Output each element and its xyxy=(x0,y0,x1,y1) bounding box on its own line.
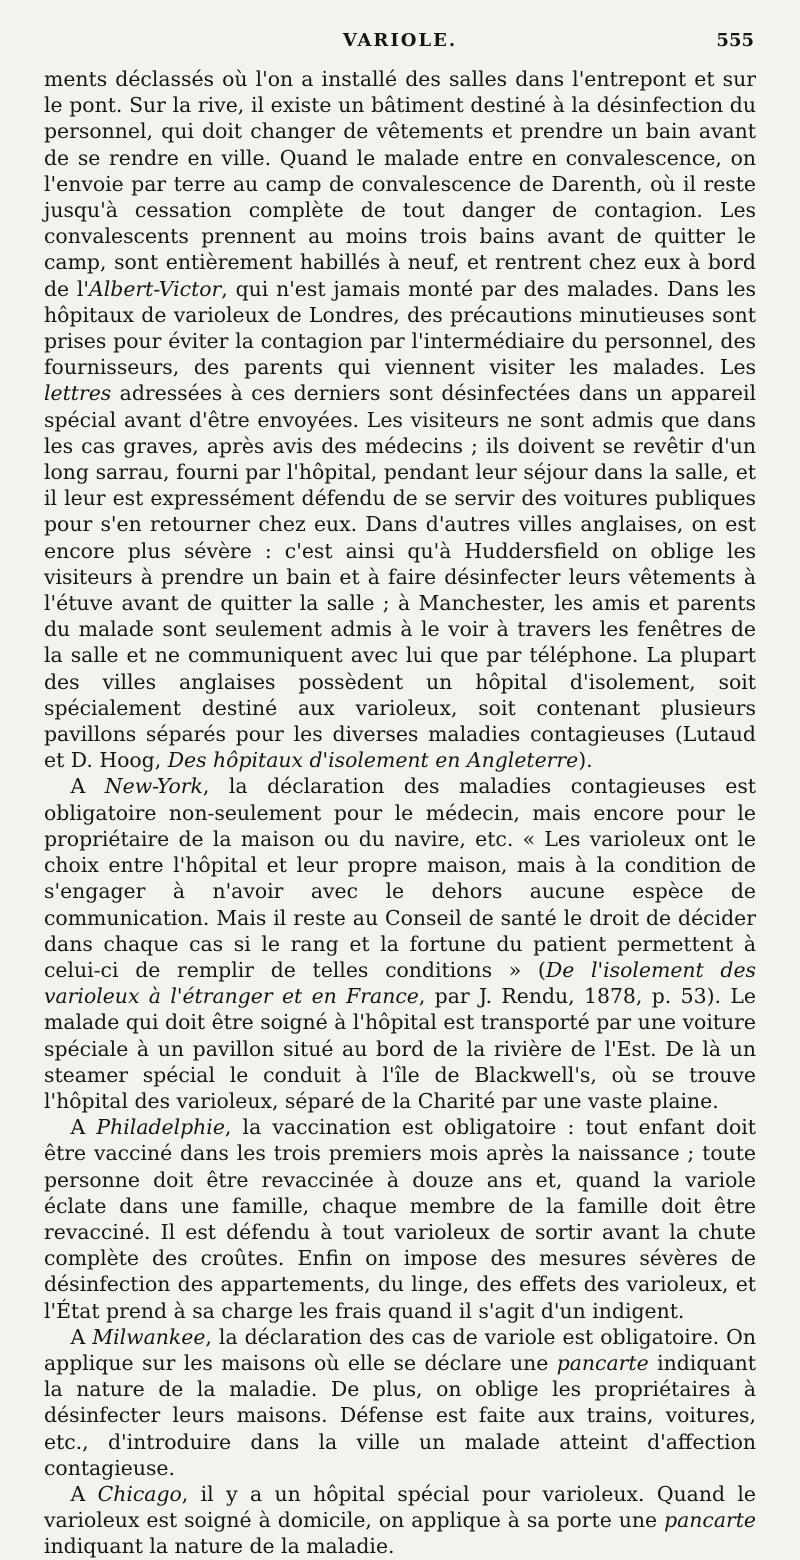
paragraph xyxy=(44,1324,756,1481)
text-run: A xyxy=(70,1324,93,1349)
body-text xyxy=(44,66,756,1560)
text-run: A xyxy=(70,774,105,799)
text-run: , la vaccination est obligatoire : tout enfant doit être vacciné dans les trois premiers mois après la naissance ; toute personne doit être revaccinée à douze ans et, quand la variole éclate dans une famille, chaque membre de la famille doit être revacciné. Il est défendu à tout varioleux de sortir avant la chute complète des croûtes. Enfin on impose des mesures sévères de désinfection des appartements, du linge, des effets des varioleux, et l'État prend à sa charge les frais quand il s'agit d'un indigent. xyxy=(44,1115,756,1323)
italic-text: Des hôpitaux d'isolement en Angleterre xyxy=(167,748,579,773)
text-run: , la déclaration des cas de variole est obligatoire. On applique sur les maisons où elle se déclare une xyxy=(44,1324,756,1375)
text-run: , par J. Rendu, 1878, p. 53). Le malade qui doit être soigné à l'hôpital est transporté par une voiture spéciale à un pavillon situé au bord de la rivière de l'Est. De là un steamer spécial le conduit à l'île de Blackwell's, où se trouve l'hôpital des varioleux, séparé de la Charité par une vaste plaine. xyxy=(44,984,756,1113)
italic-text: Philadelphie xyxy=(96,1115,225,1140)
paragraph xyxy=(44,66,756,773)
text-run: adressées à ces derniers sont désinfectées dans un appareil spécial avant d'être envoyées. Les visiteurs ne sont admis que dans les cas graves, après avis des médecins ; ils doivent se revêtir d'un long sarrau, fourni par l'hôpital, pendant leur séjour dans la salle, et il leur est expressément défendu de se servir des voitures publiques pour s'en retourner chez eux. Dans d'autres villes anglaises, on est encore plus sévère : c'est ainsi qu'à Huddersfield on oblige les visiteurs à prendre un bain et à faire désinfecter leurs vêtements à l'étuve avant de quitter la salle ; à Manchester, les amis et parents du malade sont seulement admis à le voir à travers les fenêtres de la salle et ne communiquent avec lui que par téléphone. La plupart des villes anglaises possèdent un hôpital d'isolement, soit spécialement destiné aux varioleux, soit contenant plusieurs pavillons séparés pour les diverses maladies contagieuses (Lutaud et D. Hoog, xyxy=(44,381,756,773)
text-run: ). xyxy=(578,748,593,773)
page-number: 555 xyxy=(716,30,754,51)
page-header xyxy=(44,28,756,66)
running-title: VARIOLE. xyxy=(342,30,458,51)
text-run: indiquant la nature de la maladie. De plus, on oblige les propriétaires à désinfecter leurs maisons. Défense est faite aux trains, voitures, etc., d'introduire dans la ville un malade atteint d'affection contagieuse. xyxy=(44,1350,756,1480)
italic-text: pancarte xyxy=(664,1508,756,1533)
text-run: indiquant la nature de la maladie. xyxy=(44,1534,395,1559)
text-run: ments déclassés où l'on a installé des salles dans l'entrepont et sur le pont. Sur la rive, il existe un bâtiment destiné à la désinfection du personnel, qui doit changer de vêtements et prendre un bain avant de se rendre en ville. Quand le malade entre en convalescence, on l'envoie par terre au camp de convalescence de Darenth, où il reste jusqu'à cessation complète de tout danger de contagion. Les convalescents prennent au moins trois bains avant de quitter le camp, sont entièrement habillés à neuf, et rentrent chez eux à bord de l' xyxy=(44,67,756,301)
paragraph xyxy=(44,773,756,1114)
italic-text: lettres xyxy=(44,381,112,406)
paragraph xyxy=(44,1481,756,1560)
text-run: , la déclaration des maladies contagieuses est obligatoire non-seulement pour le médecin, mais encore pour le propriétaire de la maison ou du navire, etc. « Les varioleux ont le choix entre l'hôpital et leur propre maison, mais à la condition de s'engager à n'avoir avec le dehors aucune espèce de communication. Mais il reste au Conseil de santé le droit de décider dans chaque cas si le rang et la fortune du patient permettent à celui-ci de remplir de telles conditions » ( xyxy=(44,774,756,982)
italic-text: Milwankee xyxy=(92,1324,206,1349)
italic-text: Chicago xyxy=(97,1481,182,1506)
paragraph xyxy=(44,1114,756,1324)
italic-text: New-York xyxy=(104,774,203,799)
italic-text: Albert-Victor xyxy=(89,276,222,301)
text-run: , il y a un hôpital spécial pour varioleux. Quand le varioleux est soigné à domicile, on applique à sa porte une xyxy=(44,1481,756,1533)
text-run: A xyxy=(70,1481,98,1506)
italic-text: pancarte xyxy=(556,1350,649,1375)
text-run: A xyxy=(70,1115,97,1140)
italic-text: De l'isolement des varioleux à l'étranger et en France xyxy=(44,957,756,1009)
text-run: , qui n'est jamais monté par des malades. Dans les hôpitaux de varioleux de Londres, des précautions minutieuses sont prises pour éviter la contagion par l'intermédiaire du personnel, des fournisseurs, des parents qui viennent visiter les malades. Les xyxy=(44,276,756,380)
